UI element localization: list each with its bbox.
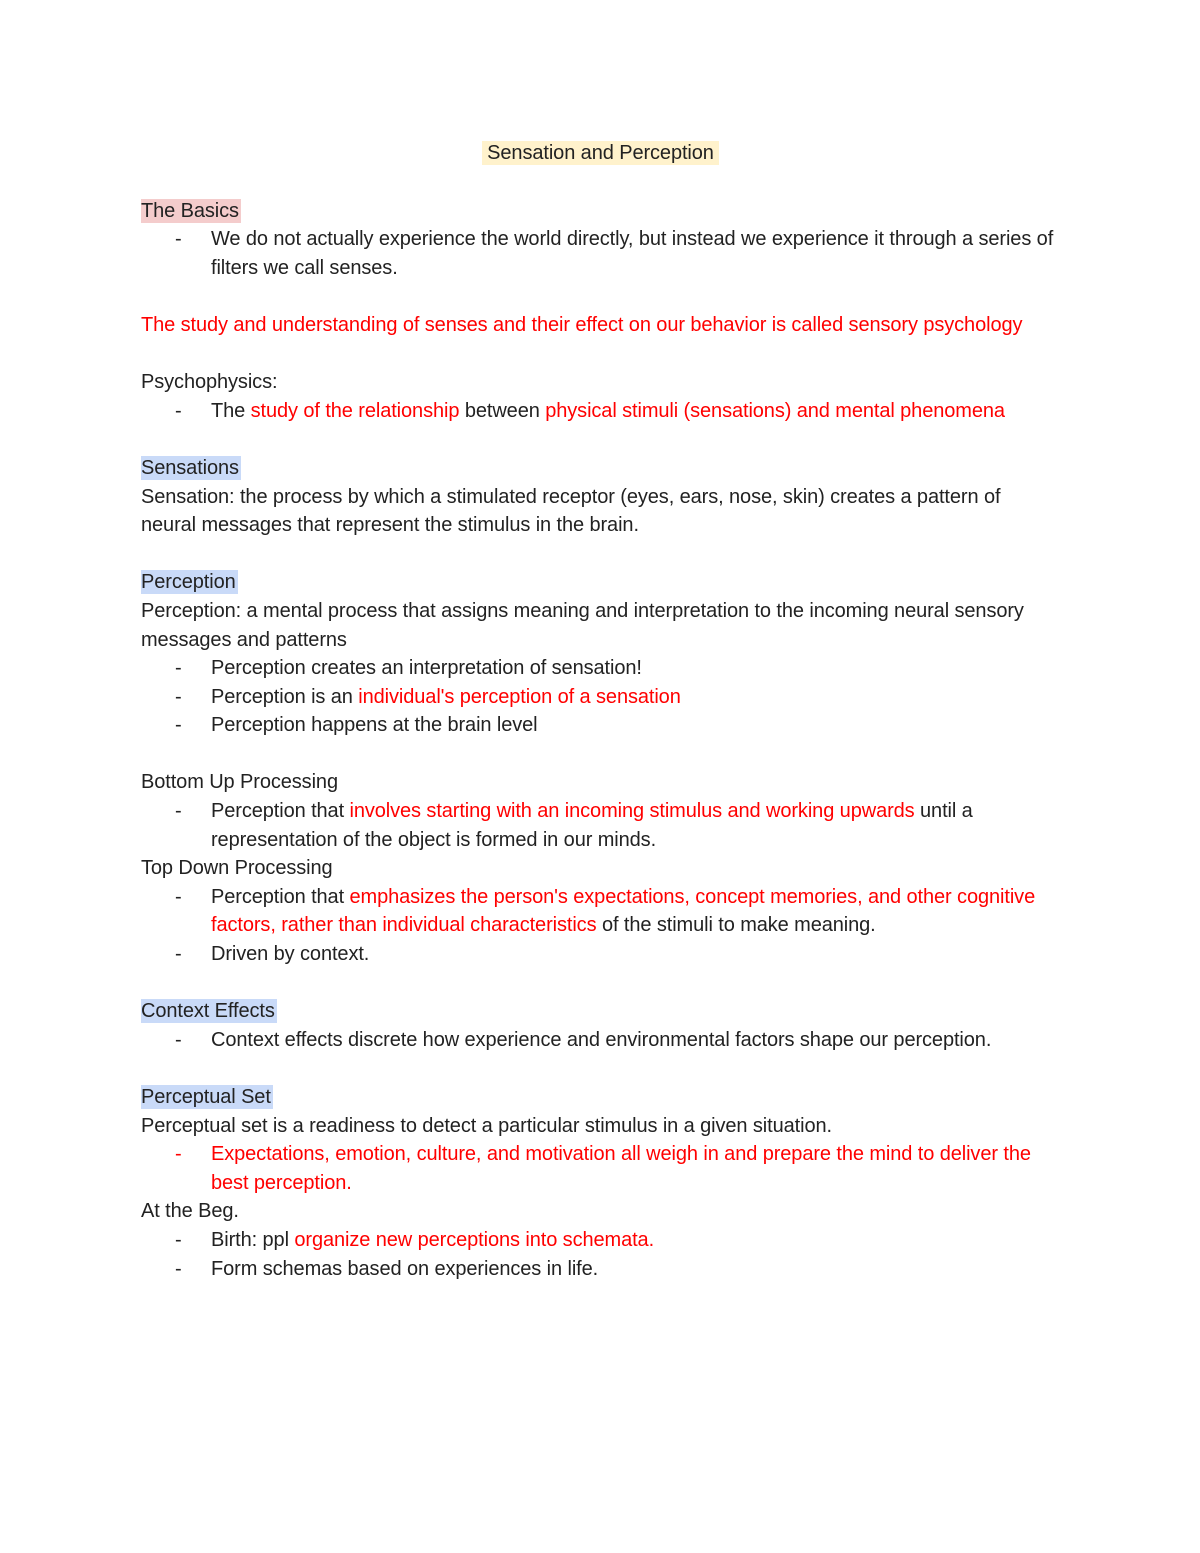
sensory-psychology-statement: The study and understanding of senses and their effect on our behavior is called sensory psychology xyxy=(141,313,1023,336)
document-title: Sensation and Perception xyxy=(482,141,719,165)
text-run: of the stimuli to make meaning. xyxy=(596,914,876,937)
heading-context-effects-text: Context Effects xyxy=(141,1000,275,1023)
beg-list xyxy=(141,1226,1060,1283)
context-list xyxy=(141,1026,1060,1055)
text-run: Perception that xyxy=(211,885,350,908)
heading-perception-text: Perception xyxy=(141,571,236,594)
bottom-up-list xyxy=(141,797,1060,854)
spacer xyxy=(141,540,1060,569)
spacer xyxy=(141,425,1060,454)
perception-list xyxy=(141,654,1060,740)
perception-definition: Perception: a mental process that assigns meaning and interpretation to the incoming neural sensory messages and patterns xyxy=(141,599,1024,651)
text-run: Perception is an xyxy=(211,685,359,708)
heading-at-the-beg: At the Beg. xyxy=(141,1200,239,1223)
heading-the-basics xyxy=(141,197,1060,226)
list-item: - Form schemas based on experiences in life. xyxy=(211,1255,1060,1284)
red-text-run: emphasizes the person's expectations, concept memories, and other cognitive factors, rather than individual characteristics xyxy=(211,885,1036,937)
heading-perception xyxy=(141,568,1060,597)
red-text-run: study of the relationship xyxy=(250,399,460,422)
red-text-run: organize new perceptions into schemata. xyxy=(294,1228,655,1251)
heading-context-effects xyxy=(141,997,1060,1026)
red-text-run: individual's perception of a sensation xyxy=(358,685,681,708)
spacer xyxy=(141,340,1060,369)
text-run: The xyxy=(211,399,251,422)
list-item xyxy=(211,797,1060,854)
spacer xyxy=(141,282,1060,311)
heading-the-basics-text: The Basics xyxy=(141,199,239,222)
list-item: - We do not actually experience the world directly, but instead we experience it through a series of filters we call senses. xyxy=(211,225,1060,282)
list-item: - Perception happens at the brain level xyxy=(211,711,1060,740)
text-run: until a representation of the object is formed in our minds. xyxy=(211,800,973,851)
spacer xyxy=(141,740,1060,769)
list-item: - Perception creates an interpretation of sensation! xyxy=(211,654,1060,683)
spacer xyxy=(141,969,1060,998)
red-text-run: involves starting with an incoming stimulus and working upwards xyxy=(349,800,915,823)
text-run: Perception that xyxy=(211,800,350,823)
perceptual-set-list xyxy=(141,1140,1060,1197)
perceptual-set-definition: Perceptual set is a readiness to detect a particular stimulus in a given situation. xyxy=(141,1114,832,1137)
list-item xyxy=(211,883,1060,940)
spacer xyxy=(141,1054,1060,1083)
psychophysics-list xyxy=(141,397,1060,426)
heading-perceptual-set-text: Perceptual Set xyxy=(141,1086,271,1108)
heading-perceptual-set xyxy=(141,1083,1060,1112)
title-line xyxy=(141,139,1060,168)
list-item: - Context effects discrete how experience and environmental factors shape our perception. xyxy=(211,1026,1060,1055)
list-item xyxy=(211,683,1060,712)
heading-psychophysics: Psychophysics: xyxy=(141,371,278,394)
heading-top-down: Top Down Processing xyxy=(141,857,333,880)
basics-list xyxy=(141,225,1060,282)
list-item: - Driven by context. xyxy=(211,940,1060,969)
list-item xyxy=(211,397,1060,426)
red-text-run: physical stimuli (sensations) and mental phenomena xyxy=(545,399,1005,422)
top-down-list xyxy=(141,883,1060,969)
text-run: Birth: ppl xyxy=(211,1228,295,1251)
list-item xyxy=(211,1226,1060,1255)
heading-bottom-up: Bottom Up Processing xyxy=(141,771,338,794)
sensation-definition: Sensation: the process by which a stimulated receptor (eyes, ears, nose, skin) creates a pattern of neural messages that represent the stimulus in the brain. xyxy=(141,485,1001,537)
text-run: between xyxy=(459,399,546,422)
heading-sensations xyxy=(141,454,1060,483)
list-item: - Expectations, emotion, culture, and motivation all weigh in and prepare the mind to deliver the best perception. xyxy=(211,1140,1060,1197)
heading-sensations-text: Sensations xyxy=(141,456,239,479)
